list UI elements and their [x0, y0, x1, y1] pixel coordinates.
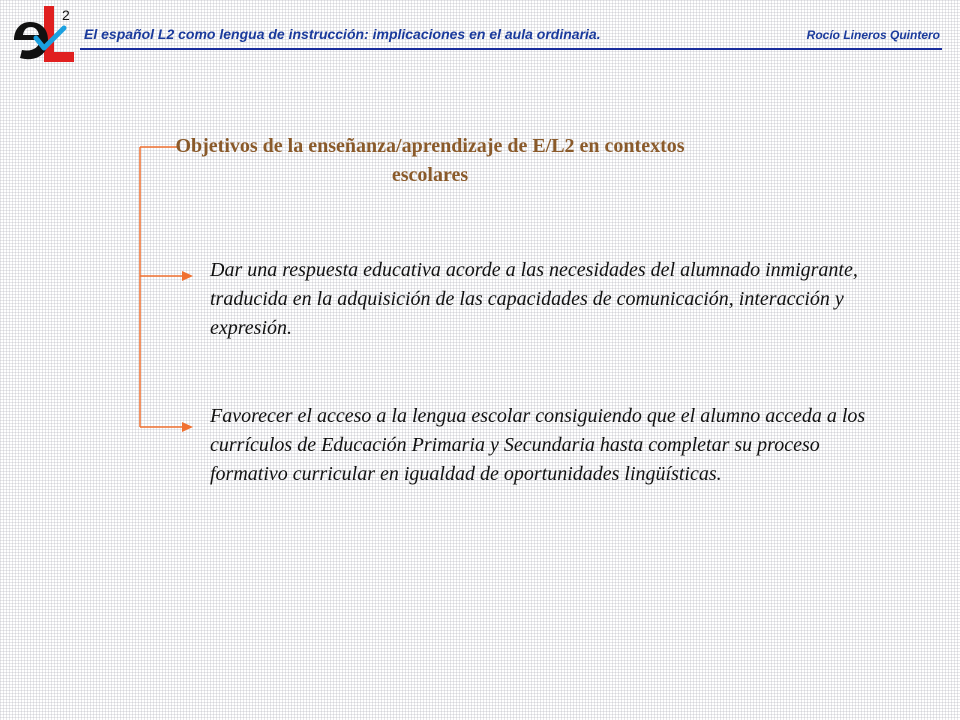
- author-name: Rocío Lineros Quintero: [806, 28, 940, 42]
- presentation-title: El español L2 como lengua de instrucción: implicaciones en el aula ordinaria.: [84, 26, 601, 42]
- arrow-head-1: [182, 271, 193, 281]
- arrow-head-2: [182, 422, 193, 432]
- objective-item: Favorecer el acceso a la lengua escolar consiguiendo que el alumno acceda a los currículos de Educación Primaria y Secundaria hasta completar su proceso formativo curricular en igualdad de oportunidades lingüísticas.: [210, 405, 866, 485]
- objective-item: Dar una respuesta educativa acorde a las necesidades del alumnado inmigrante, traducida en la adquisición de las capacidades de comunicación, interacción y expresión.: [210, 259, 858, 339]
- logo-superscript: 2: [62, 7, 70, 23]
- section-title: Objetivos de la enseñanza/aprendizaje de E/L2 en contextos escolares: [175, 135, 685, 186]
